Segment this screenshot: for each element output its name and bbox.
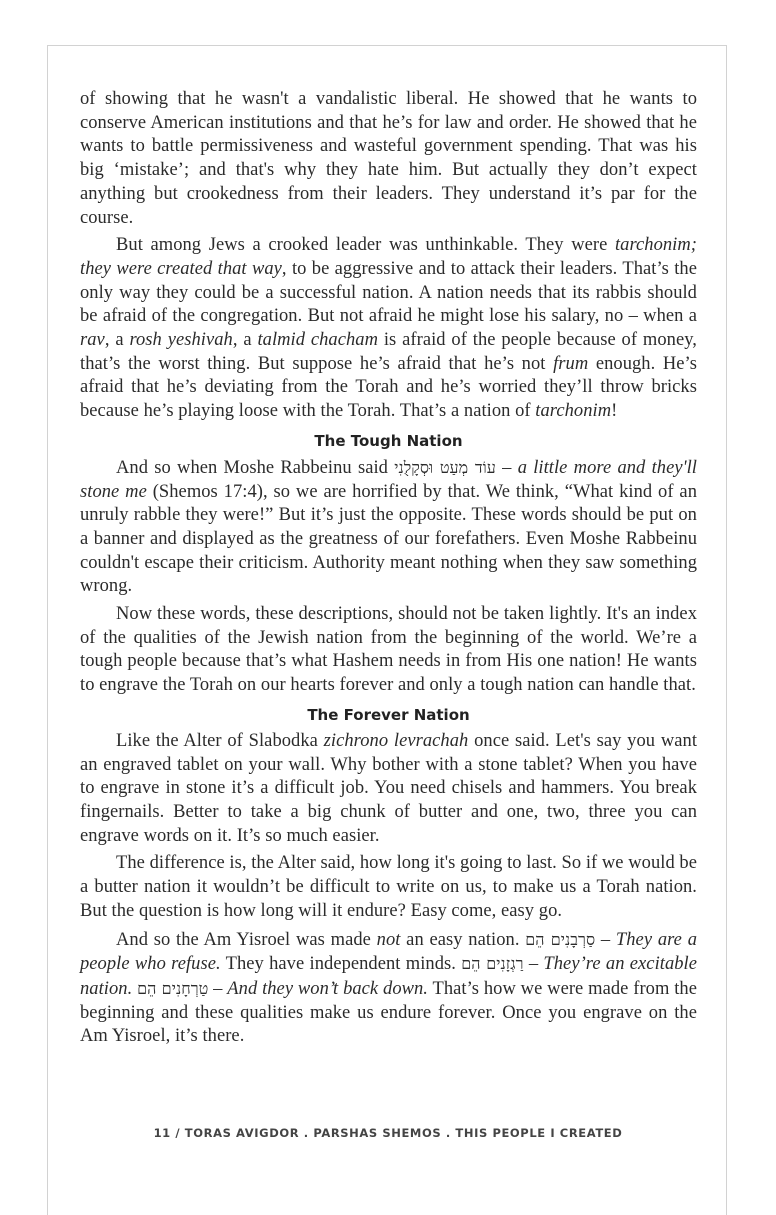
hebrew-quote: סַרְבָנִים הֵם [525,929,596,949]
paragraph-1 [80,88,697,230]
italic-text: tarchonim; they were created that way [80,235,697,279]
italic-text: – They’re an excitable nation. [80,954,697,999]
text-run: , to be aggressive and to attack their leaders. That’s the only way they could be a successful nation. A nation needs that its rabbis should be afraid of the congregation. But not afraid he might lose his salary, no – when a [80,258,697,327]
text-run: The difference is, the Alter said, how long it's going to last. So if we would be a butter nation it wouldn’t be difficult to write on us, to make us a Torah nation. But the question is how long will it endure? Easy come, easy go. [80,853,697,921]
text-run: But among Jews a crooked leader was unthinkable. They were [116,235,615,256]
italic-text: rav [80,330,105,351]
italic-text: zichrono levrachah [323,730,469,751]
paragraph-5 [80,730,697,849]
text-run: ! [611,401,618,422]
hebrew-quote: טַרְחָנִים הֵם [137,978,209,998]
text-run: And so when Moshe Rabbeinu said [116,457,395,478]
italic-text: not [376,929,401,950]
italic-text: – a little more and they'll stone me [80,457,698,502]
italic-text: – And they won’t back down. [208,978,428,999]
text-run: Like the Alter of Slabodka [116,730,324,751]
paragraph-7 [80,928,697,1050]
paragraph-4 [80,603,697,698]
text-run: enough. He’s afraid that he’s deviating from the Torah and he’s worried they’ll throw bricks because he’s playing loose with the Torah. That’s a nation of [80,353,697,422]
page-body [80,88,697,1053]
text-run: They have independent minds. [220,954,462,975]
text-run: (Shemos 17:4), so we are horrified by that. We think, “What kind of an unruly rabble they were!” But it’s just the opposite. These words should be put on a banner and displayed as the greatness of our forefathers. Even Moshe Rabbeinu couldn't escape their criticism. Authority meant nothing when they saw something wrong. [80,481,697,597]
text-run: And so the Am Yisroel was made [116,929,377,950]
italic-text: rosh yeshivah [129,330,233,351]
text-run: , a [104,330,130,351]
hebrew-quote: עוֹד מְעַט וּסְקָלֻנִי [394,457,496,477]
text-run: an easy nation. [400,929,526,950]
italic-text: tarchonim [535,401,612,422]
section-heading-tough-nation: The Tough Nation [314,431,463,450]
text-run: That’s how we were made from the beginning and these qualities make us endure forever. Once you engrave on the Am Yisroel, it’s there. [80,978,697,1047]
hebrew-quote: רַגְזָנִים הֵם [461,954,524,974]
text-run: is afraid of the people because of money, that’s the worst thing. But suppose he’s afraid that he’s not [80,330,697,374]
italic-text: – They are a people who refuse. [80,929,697,975]
italic-text: frum [553,353,589,374]
text-run: once said. Let's say you want an engraved tablet on your wall. Why bother with a stone tablet? When you have to engrave in stone it’s a difficult job. You need chisels and hammers. You break fingernails. Better to take a big chunk of butter and one, two, three you can engrave words on it. It’s so much easier. [80,730,698,846]
paragraph-2 [80,234,697,424]
paragraph-3 [80,456,697,599]
text-run: Now these words, these descriptions, should not be taken lightly. It's an index of the qualities of the Jewish nation from the beginning of the world. We’re a tough people because that’s what Hashem needs in from His one nation! He wants to engrave the Torah on our hearts forever and only a tough nation can handle that. [80,604,697,696]
italic-text: talmid chacham [257,330,379,351]
page-footer: 11 / TORAS AVIGDOR . PARSHAS SHEMOS . THIS PEOPLE I CREATED [153,1126,623,1140]
paragraph-6 [80,852,697,923]
section-heading-forever-nation: The Forever Nation [307,705,470,724]
text-run: of showing that he wasn't a vandalistic liberal. He showed that he wants to conserve American institutions and that he’s for law and order. He showed that he wants to battle permissiveness and wasteful government spending. That was his big ‘mistake’; and that's why they hate him. But actually they don’t expect anything but crookedness from their leaders. They understand it’s par for the course. [80,89,697,228]
text-run: , a [232,330,258,351]
